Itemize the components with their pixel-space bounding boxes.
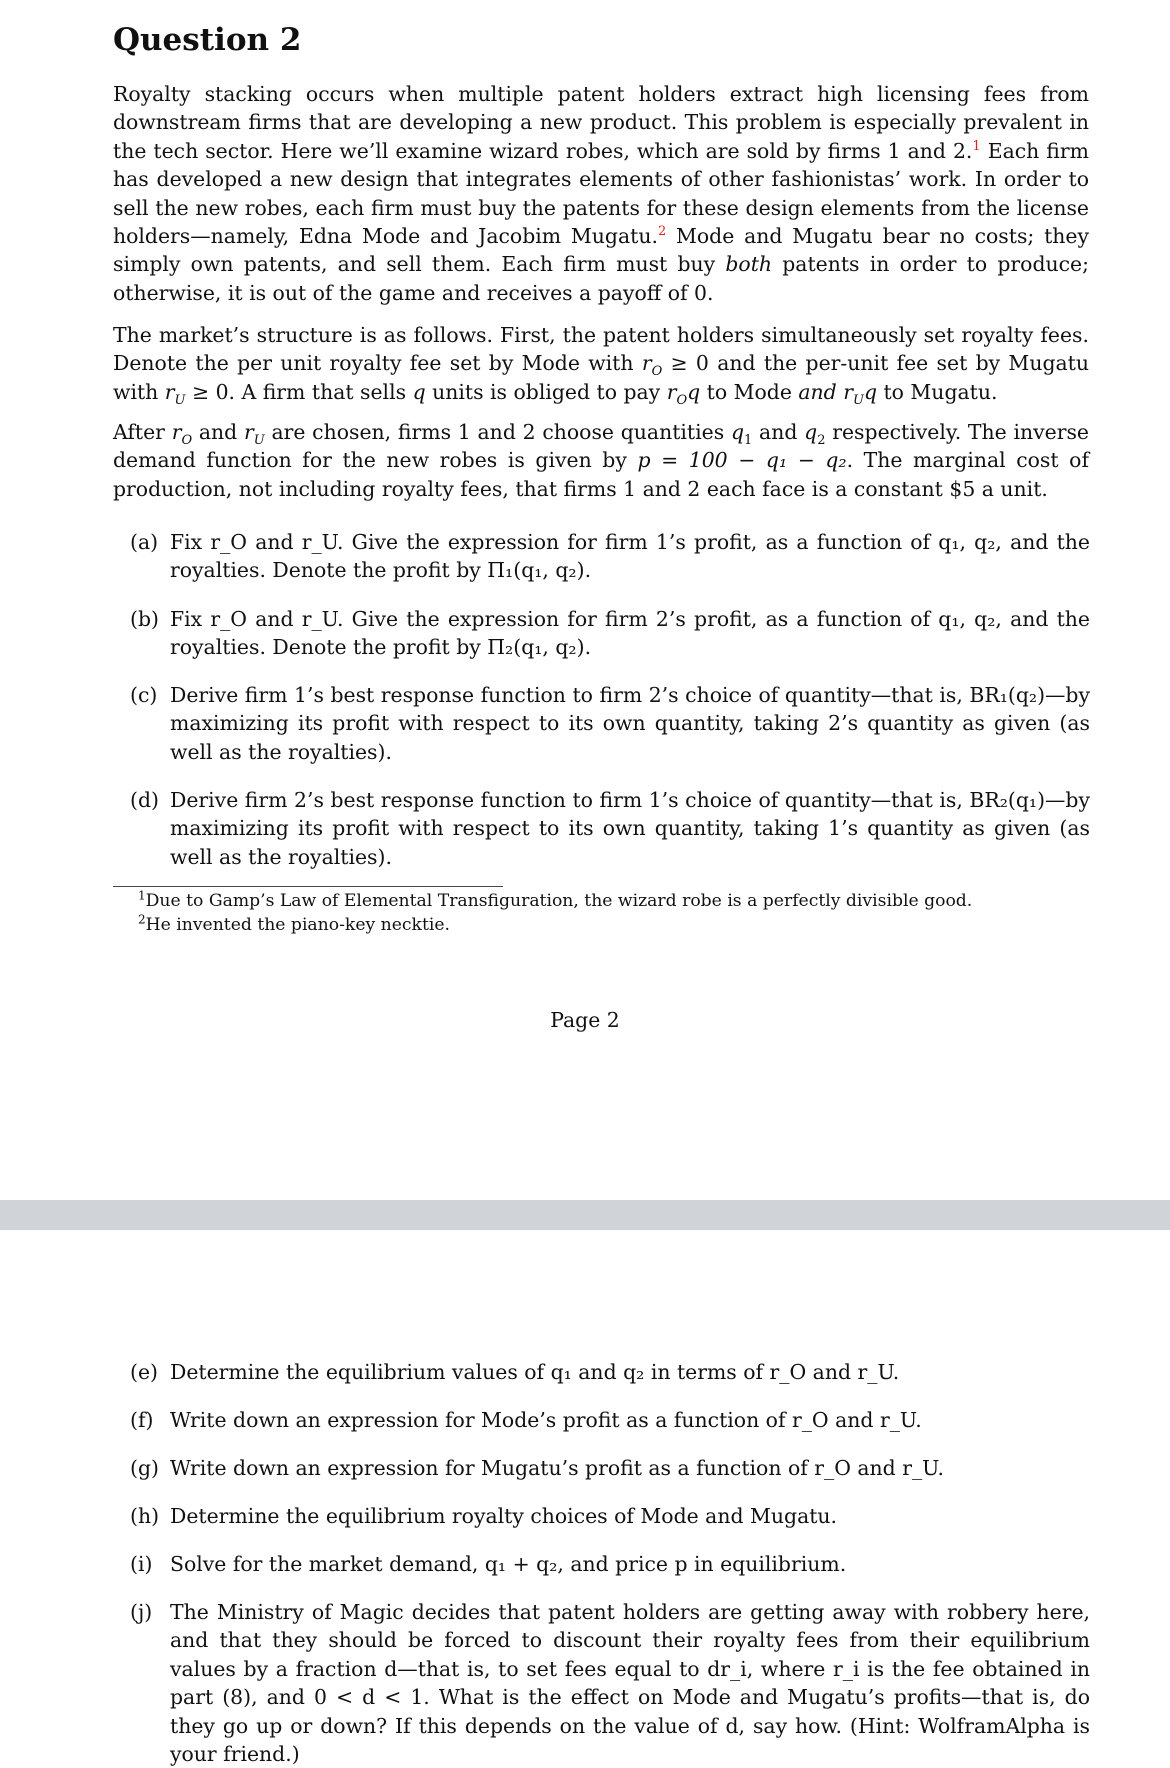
market-structure-paragraph: The market’s structure is as follows. First, the patent holders simultaneously set royalty fees. Denote the per unit royalty fee set by Mode with $r_O \ge 0$ and the per-unit fee set by Mugatu with $r_U \ge 0$. A firm that sells q units is obliged to pay $r_Oq$ to Mode and $r_Uq$ to Mugatu. <box>113 323 1089 408</box>
part-g-text: Write down an expression for Mugatu’s profit as a function of r_O and r_U. <box>170 1456 944 1480</box>
part-b <box>130 605 1090 662</box>
part-e-label: (e) <box>130 1360 158 1384</box>
part-e-text: Determine the equilibrium values of q₁ and q₂ in terms of r_O and r_U. <box>170 1360 900 1384</box>
part-f <box>130 1406 1090 1434</box>
page-2 <box>0 1230 1170 1767</box>
part-b-label: (b) <box>130 607 159 631</box>
part-d <box>130 786 1090 871</box>
part-j-label: (j) <box>130 1600 153 1624</box>
part-i-label: (i) <box>130 1552 153 1576</box>
part-d-label: (d) <box>130 788 159 812</box>
page-number: Page 2 <box>550 1008 620 1032</box>
part-a-label: (a) <box>130 530 159 554</box>
part-a <box>130 528 1090 585</box>
part-f-label: (f) <box>130 1408 154 1432</box>
footnote-2: $^2$He invented the piano-key necktie. <box>138 912 450 935</box>
footnote-1: $^1$Due to Gamp’s Law of Elemental Transfiguration, the wizard robe is a perfectly divisible good. <box>138 888 973 911</box>
part-j <box>130 1598 1090 1768</box>
page-separator <box>0 1200 1170 1230</box>
part-c-text: Derive firm 1’s best response function to firm 2’s choice of quantity—that is, BR₁(q₂)—by maximizing its profit with respect to its own quantity, taking 2’s quantity as given (as well as the royalties). <box>170 683 1090 764</box>
part-f-text: Write down an expression for Mode’s profit as a function of r_O and r_U. <box>170 1408 922 1432</box>
part-i <box>130 1550 1090 1578</box>
demand-paragraph: After $r_O$ and $r_U$ are chosen, firms 1 and 2 choose quantities $q_1$ and $q_2$ respectively. The inverse demand function for the new robes is given by p = 100 − q₁ − q₂. The marginal cost of production, not including royalty fees, that firms 1 and 2 each face is a constant $5 a unit. <box>113 420 1090 501</box>
part-h-text: Determine the equilibrium royalty choices of Mode and Mugatu. <box>170 1504 838 1528</box>
part-d-text: Derive firm 2’s best response function to firm 1’s choice of quantity—that is, BR₂(q₁)—by maximizing its profit with respect to its own quantity, taking 1’s quantity as given (as well as the royalties). <box>170 788 1090 869</box>
footnote-ref-2[interactable]: 2 <box>657 224 667 240</box>
part-b-text: Fix r_O and r_U. Give the expression for firm 2’s profit, as a function of q₁, q₂, and the royalties. Denote the profit by Π₂(q₁, q₂). <box>170 607 1090 660</box>
intro-paragraph: Royalty stacking occurs when multiple patent holders extract high licensing fees from downstream firms that are developing a new product. This problem is especially prevalent in the tech sector. Here we’ll examine wizard robes, which are sold by firms 1 and 2.$^1$ Each firm has developed a new design that integrates elements of other fashionistas’ work. In order to sell the new robes, each firm must buy the patents for these design elements from the license holders—namely, Edna Mode and Jacobim Mugatu.$^2$ Mode and Mugatu bear no costs; they simply own patents, and sell them. Each firm must buy both patents in order to produce; otherwise, it is out of the game and receives a payoff of 0. <box>113 82 1089 305</box>
part-e <box>130 1358 1090 1386</box>
part-g <box>130 1454 1090 1482</box>
part-a-text: Fix r_O and r_U. Give the expression for firm 1’s profit, as a function of q₁, q₂, and the royalties. Denote the profit by Π₁(q₁, q₂). <box>170 530 1090 583</box>
question-title: Question 2 <box>113 22 302 58</box>
part-c <box>130 681 1090 766</box>
part-j-text: The Ministry of Magic decides that patent holders are getting away with robbery here, and that they should be forced to discount their royalty fees from their equilibrium values by a fraction d—that is, to set fees equal to dr_i, where r_i is the fee obtained in part (8), and 0 < d < 1. What is the effect on Mode and Mugatu’s profits—that is, do they go up or down? If this depends on the value of d, say how. (Hint: WolframAlpha is your friend.) <box>170 1600 1090 1767</box>
footnote-divider <box>113 886 503 887</box>
footnote-ref-1[interactable]: 1 <box>972 139 981 155</box>
part-h <box>130 1502 1090 1530</box>
part-c-label: (c) <box>130 683 158 707</box>
part-g-label: (g) <box>130 1456 159 1480</box>
part-h-label: (h) <box>130 1504 160 1528</box>
part-i-text: Solve for the market demand, q₁ + q₂, and price p in equilibrium. <box>170 1552 847 1576</box>
